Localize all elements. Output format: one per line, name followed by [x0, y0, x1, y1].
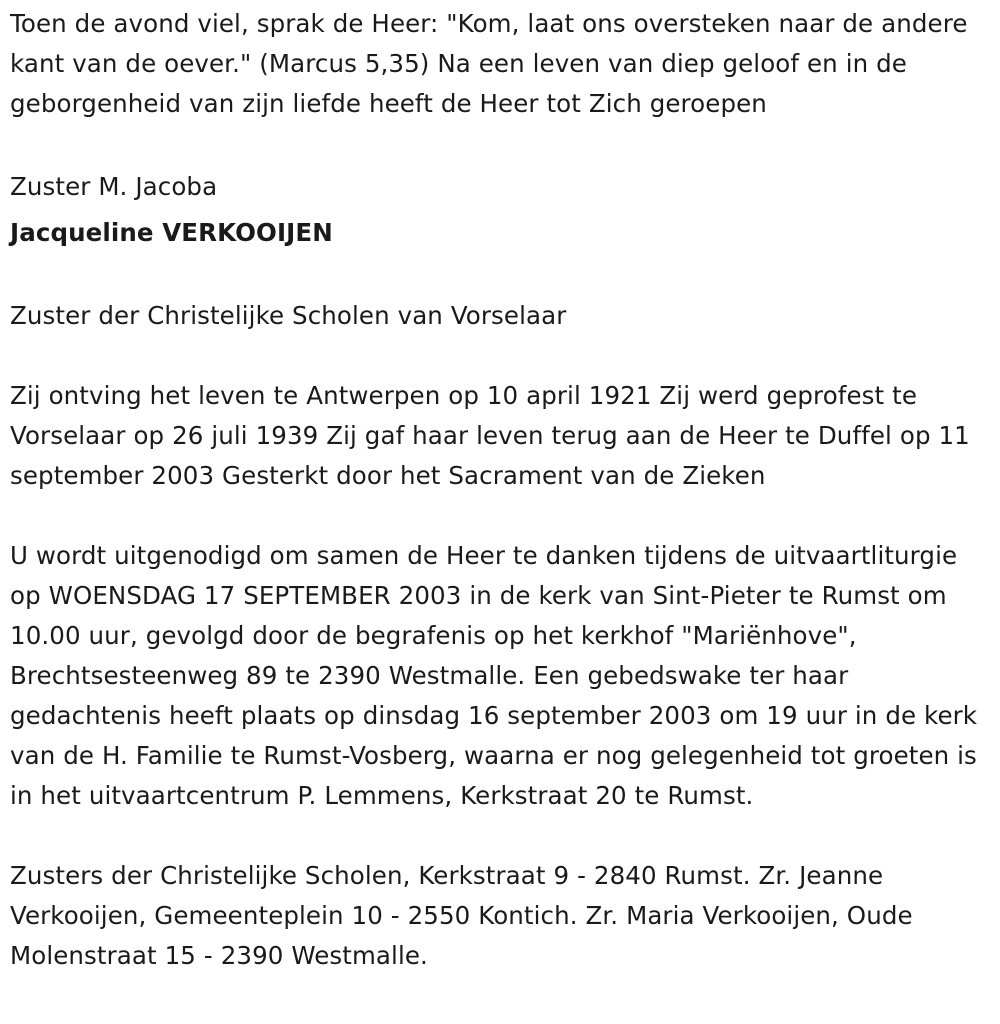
death-notice: [10, 4, 995, 976]
full-name: Jacqueline VERKOOIJEN: [10, 218, 333, 247]
intro-paragraph: Toen de avond viel, sprak de Heer: "Kom, laat ons oversteken naar de andere kant van de oever." (Marcus 5,35) Na een leven van diep geloof en in de geborgenheid van zijn liefde heeft de Heer tot Zich geroepen: [10, 9, 968, 118]
funeral-details-paragraph: U wordt uitgenodigd om samen de Heer te danken tijdens de uitvaartliturgie op WOENSDAG 17 SEPTEMBER 2003 in de kerk van Sint-Pieter te Rumst om 10.00 uur, gevolgd door de begrafenis op het kerkhof "Mariënhove", Brechtsesteenweg 89 te 2390 Westmalle. Een gebedswake ter haar gedachtenis heeft plaats op dinsdag 16 september 2003 om 19 uur in de kerk van de H. Familie te Rumst-Vosberg, waarna er nog gelegenheid tot groeten is in het uitvaartcentrum P. Lemmens, Kerkstraat 20 te Rumst.: [10, 541, 978, 810]
religious-name: Zuster M. Jacoba: [10, 172, 218, 201]
congregation: Zuster der Christelijke Scholen van Vorselaar: [10, 301, 567, 330]
life-details-paragraph: Zij ontving het leven te Antwerpen op 10 april 1921 Zij werd geprofest te Vorselaar op 26 juli 1939 Zij gaf haar leven terug aan de Heer te Duffel op 11 september 2003 Gesterkt door het Sacrament van de Zieken: [10, 381, 970, 490]
contacts-paragraph: Zusters der Christelijke Scholen, Kerkstraat 9 - 2840 Rumst. Zr. Jeanne Verkooijen, Gemeenteplein 10 - 2550 Kontich. Zr. Maria Verkooijen, Oude Molenstraat 15 - 2390 Westmalle.: [10, 861, 913, 970]
